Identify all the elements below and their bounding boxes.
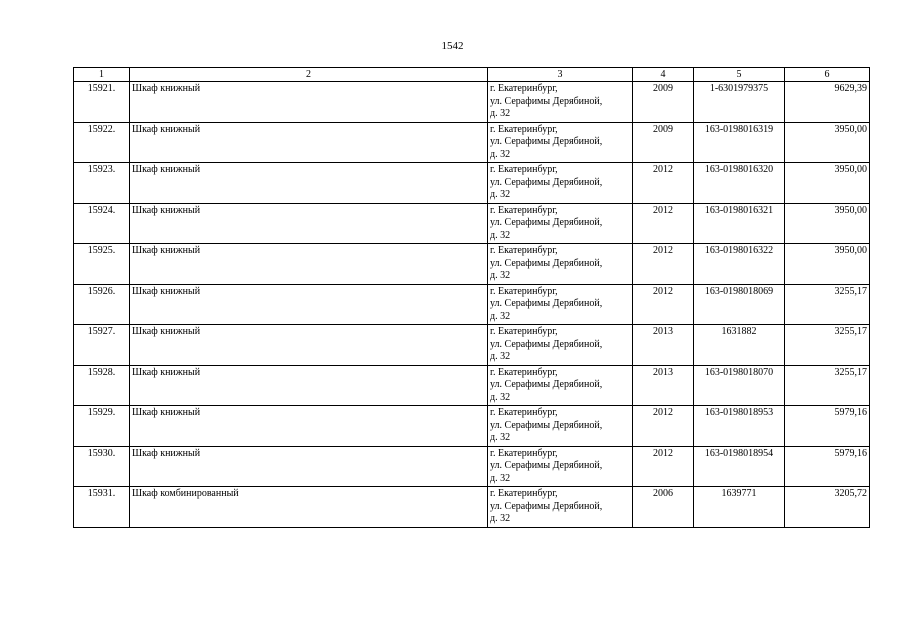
address-line: г. Екатеринбург, xyxy=(490,83,558,94)
row-number: 15923. xyxy=(74,163,130,204)
column-header-5: 5 xyxy=(694,68,785,82)
page-number: 1542 xyxy=(441,40,464,52)
item-year: 2012 xyxy=(633,446,694,487)
inventory-number: 163-0198016319 xyxy=(694,122,785,163)
item-cost: 5979,16 xyxy=(785,446,870,487)
table-row xyxy=(74,203,870,244)
row-number: 15925. xyxy=(74,244,130,285)
item-cost: 3255,17 xyxy=(785,325,870,366)
table-row xyxy=(74,325,870,366)
table-row xyxy=(74,284,870,325)
address-line: ул. Серафимы Дерябиной, xyxy=(490,500,603,512)
address-line: г. Екатеринбург, xyxy=(490,123,558,135)
address-line: д. 32 xyxy=(490,351,511,362)
address-line: ул. Серафимы Дерябиной, xyxy=(490,379,603,390)
item-address xyxy=(488,365,633,406)
item-year: 2006 xyxy=(633,487,694,528)
address-line: г. Екатеринбург, xyxy=(490,204,558,216)
row-number: 15929. xyxy=(74,406,130,447)
item-name: Шкаф книжный xyxy=(130,122,488,163)
item-address xyxy=(488,122,633,163)
item-year: 2013 xyxy=(633,325,694,366)
table-row xyxy=(74,244,870,285)
address-line: ул. Серафимы Дерябиной, xyxy=(490,176,603,188)
item-cost: 3950,00 xyxy=(785,244,870,285)
inventory-number: 163-0198016320 xyxy=(694,163,785,204)
table-header xyxy=(74,68,870,82)
address-line: д. 32 xyxy=(490,472,511,484)
table-row xyxy=(74,122,870,163)
item-cost: 5979,16 xyxy=(785,406,870,447)
inventory-number: 163-0198018070 xyxy=(694,365,785,406)
item-year: 2012 xyxy=(633,203,694,244)
table-row xyxy=(74,487,870,528)
item-address xyxy=(488,244,633,285)
address-line: д. 32 xyxy=(490,229,511,241)
address-line: ул. Серафимы Дерябиной, xyxy=(490,217,603,228)
item-address xyxy=(488,82,633,123)
address-line: ул. Серафимы Дерябиной, xyxy=(490,419,603,431)
column-header-6: 6 xyxy=(785,68,870,82)
item-address xyxy=(488,406,633,447)
column-header-3: 3 xyxy=(488,68,633,82)
table-row xyxy=(74,406,870,447)
address-line: г. Екатеринбург, xyxy=(490,447,558,459)
item-year: 2009 xyxy=(633,82,694,123)
item-name: Шкаф книжный xyxy=(130,82,488,123)
address-line: д. 32 xyxy=(490,513,511,524)
item-name: Шкаф книжный xyxy=(130,446,488,487)
address-line: д. 32 xyxy=(490,391,511,403)
item-name: Шкаф книжный xyxy=(130,163,488,204)
address-line: д. 32 xyxy=(490,270,511,281)
column-header-4: 4 xyxy=(633,68,694,82)
table-body xyxy=(74,82,870,528)
table-row xyxy=(74,82,870,123)
item-cost: 3950,00 xyxy=(785,163,870,204)
address-line: ул. Серафимы Дерябиной, xyxy=(490,338,603,350)
item-name: Шкаф комбинированный xyxy=(130,487,488,528)
item-cost: 9629,39 xyxy=(785,82,870,123)
inventory-number: 163-0198018954 xyxy=(694,446,785,487)
address-line: д. 32 xyxy=(490,310,511,322)
address-line: д. 32 xyxy=(490,432,511,443)
address-line: г. Екатеринбург, xyxy=(490,164,558,175)
inventory-number: 1631882 xyxy=(694,325,785,366)
address-line: г. Екатеринбург, xyxy=(490,245,558,256)
item-address xyxy=(488,203,633,244)
header-row xyxy=(74,68,870,82)
inventory-number: 163-0198018069 xyxy=(694,284,785,325)
item-address xyxy=(488,487,633,528)
item-address xyxy=(488,284,633,325)
item-cost: 3255,17 xyxy=(785,365,870,406)
row-number: 15926. xyxy=(74,284,130,325)
row-number: 15922. xyxy=(74,122,130,163)
table-row xyxy=(74,446,870,487)
address-line: д. 32 xyxy=(490,189,511,200)
address-line: г. Екатеринбург, xyxy=(490,488,558,499)
item-address xyxy=(488,163,633,204)
item-name: Шкаф книжный xyxy=(130,365,488,406)
inventory-number: 1639771 xyxy=(694,487,785,528)
column-header-1: 1 xyxy=(74,68,130,82)
inventory-number: 163-0198016321 xyxy=(694,203,785,244)
inventory-number: 163-0198018953 xyxy=(694,406,785,447)
address-line: ул. Серафимы Дерябиной, xyxy=(490,460,603,471)
item-year: 2012 xyxy=(633,406,694,447)
column-header-2: 2 xyxy=(130,68,488,82)
item-cost: 3255,17 xyxy=(785,284,870,325)
address-line: г. Екатеринбург, xyxy=(490,285,558,297)
item-address xyxy=(488,325,633,366)
item-year: 2012 xyxy=(633,244,694,285)
row-number: 15930. xyxy=(74,446,130,487)
table-row xyxy=(74,365,870,406)
item-cost: 3950,00 xyxy=(785,203,870,244)
item-name: Шкаф книжный xyxy=(130,325,488,366)
item-name: Шкаф книжный xyxy=(130,406,488,447)
address-line: ул. Серафимы Дерябиной, xyxy=(490,257,603,269)
item-name: Шкаф книжный xyxy=(130,203,488,244)
row-number: 15921. xyxy=(74,82,130,123)
address-line: д. 32 xyxy=(490,148,511,160)
row-number: 15924. xyxy=(74,203,130,244)
table-row xyxy=(74,163,870,204)
item-cost: 3950,00 xyxy=(785,122,870,163)
address-line: г. Екатеринбург, xyxy=(490,407,558,418)
row-number: 15927. xyxy=(74,325,130,366)
item-year: 2012 xyxy=(633,284,694,325)
inventory-number: 1-6301979375 xyxy=(694,82,785,123)
item-address xyxy=(488,446,633,487)
address-line: ул. Серафимы Дерябиной, xyxy=(490,95,603,107)
address-line: д. 32 xyxy=(490,108,511,119)
address-line: г. Екатеринбург, xyxy=(490,366,558,378)
item-cost: 3205,72 xyxy=(785,487,870,528)
item-year: 2009 xyxy=(633,122,694,163)
address-line: ул. Серафимы Дерябиной, xyxy=(490,298,603,309)
item-year: 2013 xyxy=(633,365,694,406)
address-line: ул. Серафимы Дерябиной, xyxy=(490,136,603,147)
row-number: 15928. xyxy=(74,365,130,406)
row-number: 15931. xyxy=(74,487,130,528)
item-year: 2012 xyxy=(633,163,694,204)
inventory-number: 163-0198016322 xyxy=(694,244,785,285)
address-line: г. Екатеринбург, xyxy=(490,326,558,337)
item-name: Шкаф книжный xyxy=(130,244,488,285)
property-registry-table xyxy=(73,67,870,528)
item-name: Шкаф книжный xyxy=(130,284,488,325)
